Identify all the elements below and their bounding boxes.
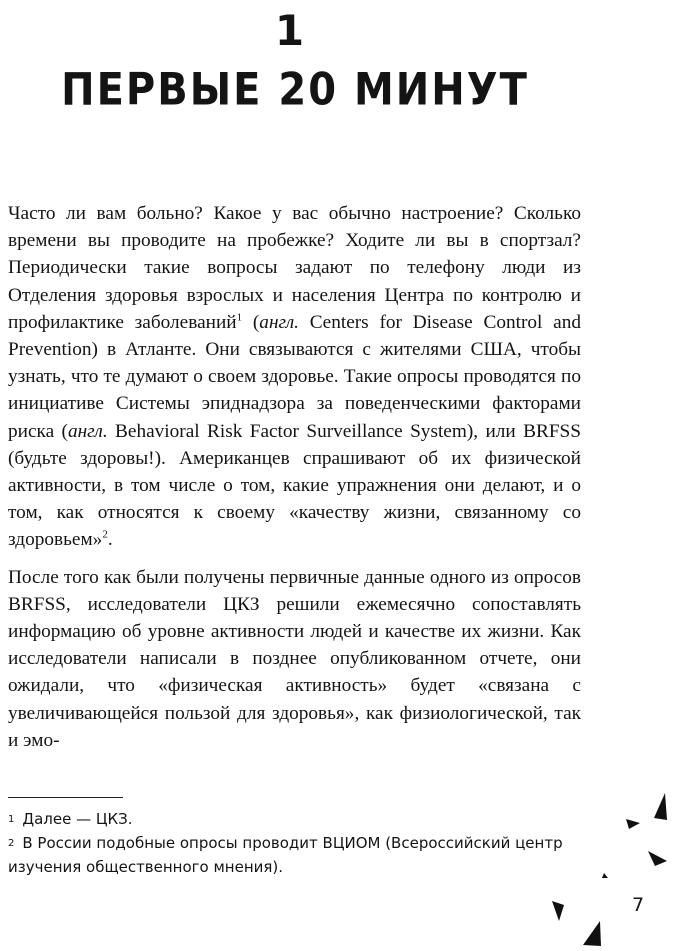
triangle-shape bbox=[552, 901, 564, 921]
footnote-1 bbox=[8, 807, 581, 831]
triangle-shape bbox=[626, 819, 640, 829]
body-text bbox=[8, 200, 581, 754]
abbreviation-english: англ. bbox=[259, 311, 299, 333]
footnote-number: 1 bbox=[8, 814, 15, 825]
footnote-ref-2[interactable]: 2 bbox=[102, 529, 108, 542]
triangle-shape bbox=[602, 873, 608, 878]
footnote-number: 2 bbox=[8, 838, 15, 849]
footnotes bbox=[8, 807, 581, 879]
footnote-text: Далее — ЦКЗ. bbox=[22, 810, 133, 828]
triangle-shape bbox=[583, 921, 601, 946]
chapter-number: 1 bbox=[274, 6, 306, 55]
paragraph-2: После того как были получены первичные данные одного из опросов BRFSS, исследователи ЦКЗ решили ежемесячно сопоставлять информацию об уровне активности людей и качестве их жизни. Как исследователи написали в позднее опубликованном отчете, они ожидали, что «физическая активность» будет «связана с увеличивающейся пользой для здоровья», как физиологической, так и эмо- bbox=[8, 566, 581, 751]
triangle-shape bbox=[654, 793, 667, 820]
triangle-shape bbox=[648, 851, 667, 866]
paragraph-1-text-b: ( bbox=[242, 311, 260, 333]
footnote-ref-1[interactable]: 1 bbox=[236, 311, 243, 324]
paragraph-1-text-d: Behavioral Risk Factor Surveillance System), или BRFSS (будьте здоровы!). Американцев спрашивают об их физической активности, в том числе о том, какие упражнения они делают, и о том, как относятся к своему «качеству жизни, связанному со здоровьем» bbox=[8, 420, 581, 551]
paragraph-1-text-c: Centers for Disease Control and Prevention) в Атланте. Они связываются с жителями США, чтобы узнать, что те думают о своем здоровье. Такие опросы проводятся по инициативе Системы эпиднадзора за поведенческими факторами риска ( bbox=[8, 311, 581, 442]
footnote-text: В России подобные опросы проводит ВЦИОМ (Всероссийский центр изучения общественного мнения). bbox=[8, 834, 563, 876]
paragraph-1-text-a: Часто ли вам больно? Какое у вас обычно настроение? Сколько времени вы проводите на пробежке? Ходите ли вы в спортзал? Периодически такие вопросы задают по телефону люди из Отделения здоровья взрослых и населения Центра по контролю и профилактике заболеваний bbox=[8, 203, 581, 333]
chapter-title: ПЕРВЫЕ 20 МИНУТ bbox=[61, 64, 529, 116]
page-number: 7 bbox=[632, 894, 645, 916]
decorative-triangles-icon bbox=[540, 780, 678, 951]
footnote-2 bbox=[8, 831, 581, 879]
paragraph-1-text-e: . bbox=[107, 529, 113, 551]
abbreviation-english: англ. bbox=[67, 420, 108, 442]
paragraph-1 bbox=[8, 200, 581, 554]
footnote-divider bbox=[8, 797, 123, 798]
